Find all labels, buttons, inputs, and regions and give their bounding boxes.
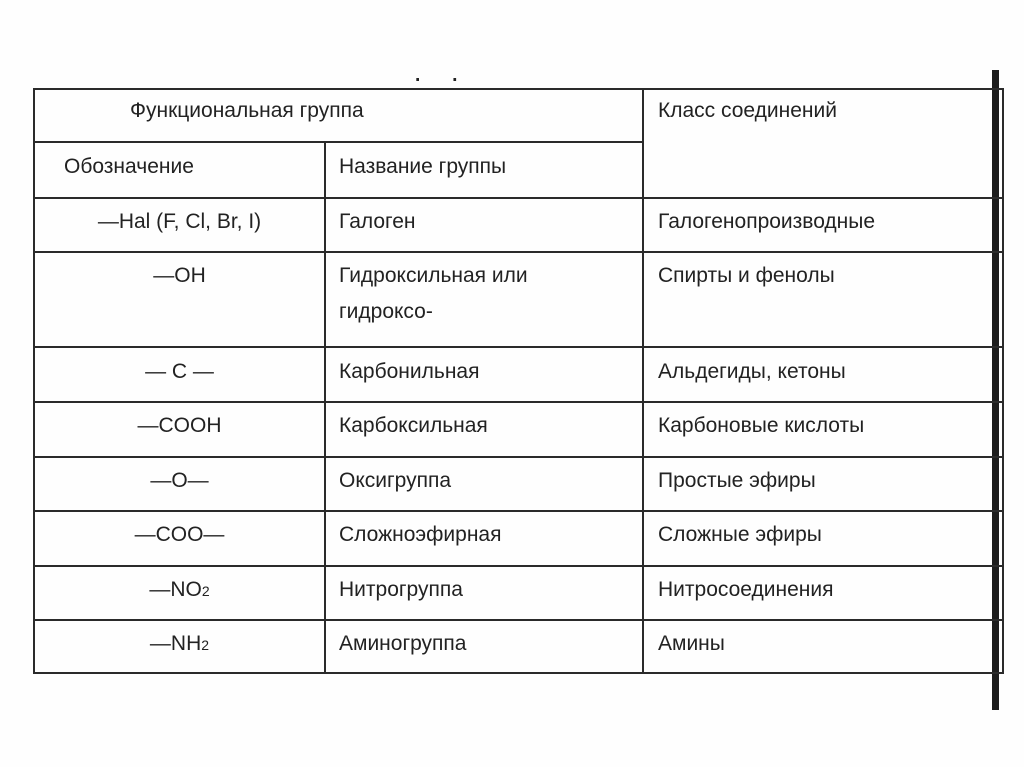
row-designation: —O— [150,469,209,492]
row-compound-class: Альдегиды, кетоны [658,360,846,383]
row-group-name: Галоген [339,210,416,233]
table-divider [33,456,1004,458]
table-divider [33,197,1004,199]
header-designation: Обозначение [64,155,194,178]
row-designation: — C — [145,360,214,383]
row-compound-class: Спирты и фенолы [658,264,835,287]
row-compound-class: Нитросоединения [658,578,834,601]
row-group-name: Нитрогруппа [339,578,463,601]
table-divider [33,251,1004,253]
row-compound-class: Карбоновые кислоты [658,414,865,437]
header-group-name: Название группы [339,155,507,178]
row-compound-class: Простые эфиры [658,469,816,492]
header-functional-group: Функциональная группа [130,99,364,122]
table-divider [33,510,1004,512]
row-group-name: Сложноэфирная [339,523,502,546]
row-group-name: Оксигруппа [339,469,452,492]
table-divider [33,346,1004,348]
table-column-divider [324,141,326,674]
row-group-name-cont: гидроксо- [339,300,433,323]
row-compound-class: Галогенопроизводные [658,210,876,233]
table-column-divider [642,88,644,674]
table-divider [33,401,1004,403]
row-designation: —Hal (F, Cl, Br, I) [97,210,262,233]
row-compound-class: Сложные эфиры [658,523,822,546]
row-designation: —NH2 [149,632,210,655]
row-group-name: Гидроксильная или [339,264,528,287]
row-designation: —OH [153,264,206,287]
decorative-dots: · · [413,62,470,93]
table-divider [33,565,1004,567]
row-designation: —NO2 [149,578,210,601]
table-divider [33,141,643,143]
row-designation: —COOH [137,414,222,437]
header-compound-class: Класс соединений [658,99,837,122]
row-designation: —COO— [134,523,225,546]
row-group-name: Аминогруппа [339,632,467,655]
row-group-name: Карбоксильная [339,414,488,437]
row-group-name: Карбонильная [339,360,480,383]
table-divider [33,619,1004,621]
row-compound-class: Амины [658,632,725,655]
